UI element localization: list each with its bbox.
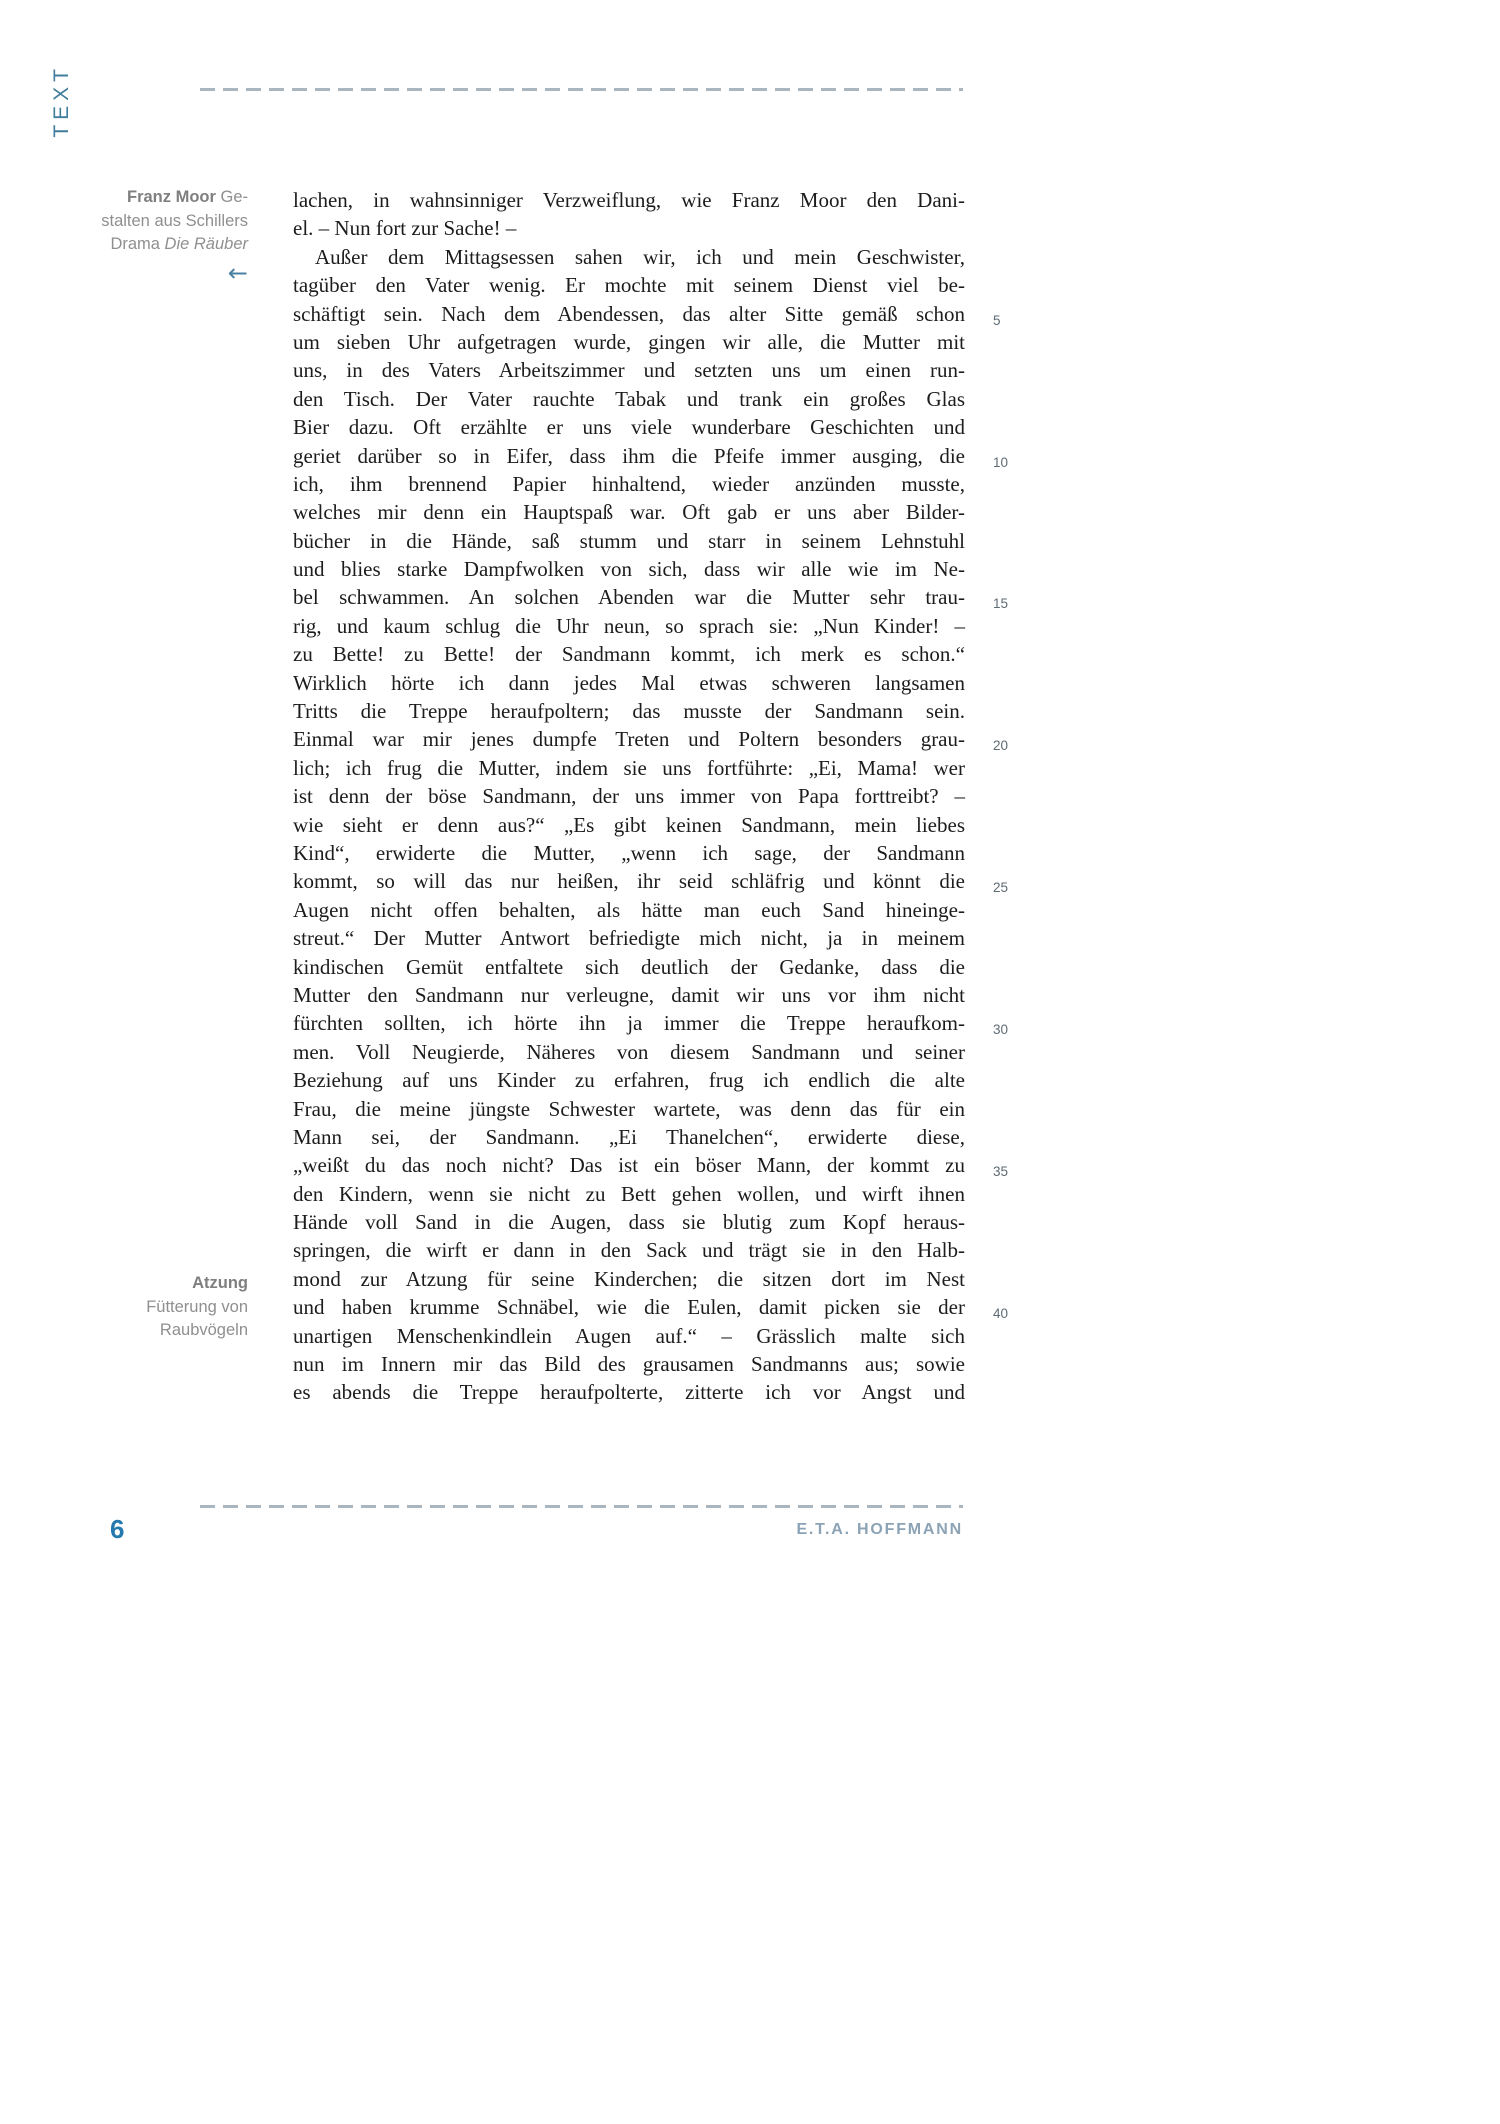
text-line-content: Einmal war mir jenes dumpfe Treten und Poltern besonders grau- — [293, 727, 965, 752]
body-text — [293, 186, 1009, 1407]
text-line — [293, 1038, 965, 1066]
text-line-content: ist denn der böse Sandmann, der uns immer von Papa forttreibt? – — [293, 784, 965, 809]
text-line — [293, 1350, 965, 1378]
text-line-content: lich; ich frug die Mutter, indem sie uns fortführte: „Ei, Mama! wer — [293, 755, 965, 780]
text-line — [293, 1265, 965, 1293]
text-line — [293, 867, 1009, 896]
margin-note-atzung — [80, 1272, 248, 1343]
text-line — [293, 1009, 1009, 1038]
text-line-content: uns, in des Vaters Arbeitszimmer und setzten uns um einen run- — [293, 358, 965, 383]
text-line-content: schäftigt sein. Nach dem Abendessen, das alter Sitte gemäß schon — [293, 301, 965, 326]
text-line-content: men. Voll Neugierde, Näheres von diesem Sandmann und seiner — [293, 1039, 965, 1064]
text-line — [293, 1151, 1009, 1180]
text-line-content: den Tisch. Der Vater rauchte Tabak und trank ein großes Glas — [293, 386, 965, 411]
text-line-content: el. – Nun fort zur Sache! – — [293, 216, 517, 241]
text-line-content: Hände voll Sand in die Augen, dass sie blutig zum Kopf heraus- — [293, 1210, 965, 1235]
section-label: TEXT — [50, 64, 73, 138]
text-line-content: kindischen Gemüt entfaltete sich deutlich der Gedanke, dass die — [293, 954, 965, 979]
text-line — [293, 697, 965, 725]
text-line-content: mond zur Atzung für seine Kinderchen; die sitzen dort im Nest — [293, 1266, 965, 1291]
top-dashed-rule — [200, 88, 963, 91]
text-line — [293, 811, 965, 839]
text-line-content: fürchten sollten, ich hörte ihn ja immer die Treppe heraufkom- — [293, 1011, 965, 1036]
text-line — [293, 583, 1009, 612]
margin-note-term: Franz Moor — [126, 188, 216, 206]
margin-note-line: Raubvögeln — [159, 1321, 248, 1339]
text-line-content: Augen nicht offen behalten, als hätte man euch Sand hineinge- — [293, 897, 965, 922]
text-line-content: Mutter den Sandmann nur verleugne, damit wir uns vor ihm nicht — [293, 982, 965, 1007]
text-line — [293, 413, 965, 441]
text-line-content: tagüber den Vater wenig. Er mochte mit seinem Dienst viel be- — [293, 273, 965, 298]
text-line — [293, 271, 965, 299]
text-line — [293, 1378, 965, 1406]
line-number: 30 — [993, 1022, 1009, 1038]
line-number: 35 — [993, 1164, 1009, 1180]
text-line — [293, 328, 965, 356]
text-line — [293, 1293, 1009, 1322]
text-line-content: bel schwammen. An solchen Abenden war die Mutter sehr trau- — [293, 585, 965, 610]
footer-author: E.T.A. HOFFMANN — [796, 1521, 963, 1538]
margin-note-term: Atzung — [192, 1274, 248, 1292]
page-number: 6 — [110, 1514, 125, 1544]
text-line — [293, 896, 965, 924]
margin-note-line — [80, 233, 248, 257]
text-line — [293, 924, 965, 952]
text-line-content: wie sieht er denn aus?“ „Es gibt keinen Sandmann, mein liebes — [293, 812, 965, 837]
text-line — [293, 214, 965, 242]
text-line — [293, 725, 1009, 754]
text-line — [293, 669, 965, 697]
left-arrow-icon: ← — [227, 258, 248, 287]
text-line — [293, 470, 965, 498]
text-line-content: es abends die Treppe heraufpolterte, zitterte ich vor Angst und — [293, 1380, 965, 1405]
margin-note-line: Fütterung von — [146, 1297, 248, 1316]
line-number: 15 — [993, 596, 1009, 612]
line-number: 5 — [993, 312, 1001, 328]
text-line — [293, 498, 965, 526]
line-number: 40 — [993, 1306, 1009, 1322]
text-line — [293, 1066, 965, 1094]
text-line-content: und blies starke Dampfwolken von sich, dass wir alle wie im Ne- — [293, 557, 965, 582]
line-number: 25 — [993, 880, 1009, 896]
line-number: 20 — [993, 738, 1009, 754]
margin-note-work-title: Die Räuber — [164, 235, 248, 253]
text-line-content: ich, ihm brennend Papier hinhaltend, wieder anzünden musste, — [293, 471, 965, 496]
text-line-content: Bier dazu. Oft erzählte er uns viele wunderbare Geschichten und — [293, 415, 965, 440]
text-line-content: zu Bette! zu Bette! der Sandmann kommt, ich merk es schon.“ — [293, 642, 965, 667]
text-line — [293, 1095, 965, 1123]
text-line-content: rig, und kaum schlug die Uhr neun, so sprach sie: „Nun Kinder! – — [293, 613, 965, 638]
text-line — [293, 1208, 965, 1236]
text-line-content: welches mir denn ein Hauptspaß war. Oft gab er uns aber Bilder- — [293, 500, 965, 525]
text-line — [293, 839, 965, 867]
text-line — [293, 1322, 965, 1350]
text-line-content: unartigen Menschenkindlein Augen auf.“ – Grässlich malte sich — [293, 1323, 965, 1348]
text-line — [293, 1180, 965, 1208]
text-line-content: springen, die wirft er dann in den Sack und trägt sie in den Halb- — [293, 1238, 965, 1263]
text-line-content: Außer dem Mittagsessen sahen wir, ich und mein Geschwister, — [315, 244, 965, 269]
text-line — [293, 356, 965, 384]
text-line — [293, 300, 1001, 328]
text-line-content: nun im Innern mir das Bild des grausamen Sandmanns aus; sowie — [293, 1352, 965, 1377]
text-line-content: lachen, in wahnsinniger Verzweiflung, wie Franz Moor den Dani- — [293, 188, 965, 212]
line-number: 10 — [993, 454, 1009, 470]
text-line — [293, 953, 965, 981]
text-line-content: bücher in die Hände, saß stumm und starr in seinem Lehnstuhl — [293, 528, 965, 553]
text-line — [293, 243, 965, 271]
bottom-dashed-rule — [200, 1505, 963, 1508]
margin-note-line — [80, 186, 248, 210]
text-line — [293, 527, 965, 555]
text-line-content: den Kindern, wenn sie nicht zu Bett gehen wollen, und wirft ihnen — [293, 1181, 965, 1206]
text-line-content: Kind“, erwiderte die Mutter, „wenn ich sage, der Sandmann — [293, 840, 965, 865]
text-line-content: „weißt du das noch nicht? Das ist ein böser Mann, der kommt zu — [293, 1153, 965, 1178]
text-line-content: geriet darüber so in Eifer, dass ihm die Pfeife immer ausging, die — [293, 443, 965, 468]
text-line — [293, 1236, 965, 1264]
text-line — [293, 981, 965, 1009]
text-line — [293, 442, 1009, 470]
text-line — [293, 1123, 965, 1151]
text-line — [293, 186, 965, 214]
margin-note-franz-moor — [80, 186, 248, 285]
text-line — [293, 385, 965, 413]
text-line-content: kommt, so will das nur heißen, ihr seid schläfrig und könnt die — [293, 869, 965, 894]
text-line-content: Frau, die meine jüngste Schwester wartete, was denn das für ein — [293, 1096, 965, 1121]
text-line — [293, 640, 965, 668]
text-line-content: und haben krumme Schnäbel, wie die Eulen, damit picken sie der — [293, 1295, 965, 1320]
margin-note-text: Ge- — [215, 188, 248, 206]
margin-note-line: stalten aus Schillers — [101, 211, 248, 230]
text-line-content: streut.“ Der Mutter Antwort befriedigte mich nicht, ja in meinem — [293, 926, 965, 951]
text-line-content: Mann sei, der Sandmann. „Ei Thanelchen“, erwiderte diese, — [293, 1124, 965, 1149]
text-line-content: Beziehung auf uns Kinder zu erfahren, frug ich endlich die alte — [293, 1068, 965, 1093]
text-line — [293, 782, 965, 810]
margin-note-text: Drama — [110, 235, 165, 253]
text-line-content: Wirklich hörte ich dann jedes Mal etwas schweren langsamen — [293, 670, 965, 695]
text-line-content: um sieben Uhr aufgetragen wurde, gingen wir alle, die Mutter mit — [293, 329, 965, 354]
text-line — [293, 612, 965, 640]
text-line — [293, 754, 965, 782]
text-line-content: Tritts die Treppe heraufpoltern; das musste der Sandmann sein. — [293, 699, 965, 724]
text-line — [293, 555, 965, 583]
